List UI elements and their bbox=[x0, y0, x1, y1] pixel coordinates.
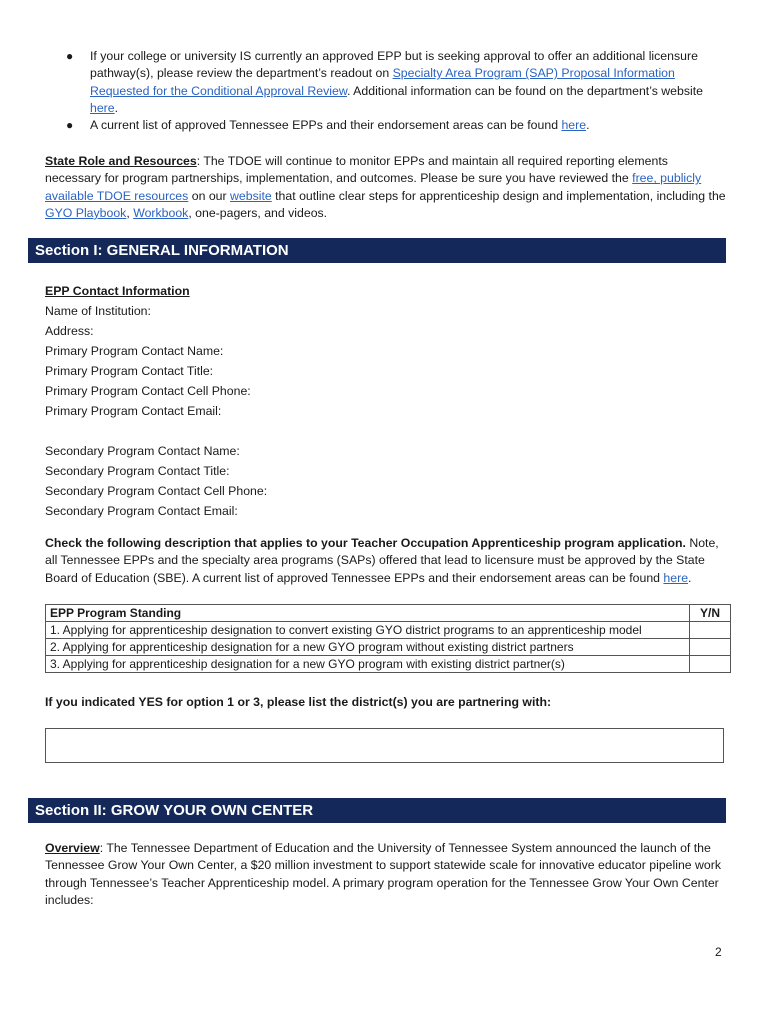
field-institution-name: Name of Institution: bbox=[45, 304, 151, 318]
table-header-row bbox=[46, 605, 731, 622]
table-row bbox=[46, 656, 731, 673]
yn-input-cell[interactable] bbox=[690, 656, 731, 673]
section-1-header: Section I: GENERAL INFORMATION bbox=[28, 238, 726, 263]
yn-input-cell[interactable] bbox=[690, 639, 731, 656]
table-row bbox=[46, 622, 731, 639]
workbook-link[interactable]: Workbook bbox=[133, 205, 189, 220]
field-secondary-contact-email: Secondary Program Contact Email: bbox=[45, 504, 238, 518]
field-secondary-contact-phone: Secondary Program Contact Cell Phone: bbox=[45, 484, 268, 498]
website-here-link[interactable]: here bbox=[90, 100, 115, 115]
field-primary-contact-email: Primary Program Contact Email: bbox=[45, 404, 222, 418]
table-cell-option: 1. Applying for apprenticeship designation to convert existing GYO district programs to an apprenticeship model bbox=[46, 622, 690, 639]
table-row bbox=[46, 639, 731, 656]
gyo-playbook-link[interactable]: GYO Playbook bbox=[45, 205, 127, 220]
program-instruction-paragraph: Check the following description that applies to your Teacher Occupation Apprenticeship program application. Note, all Tennessee EPPs and the specialty area programs (SAPs) offered that lead to licensure must be approved by the State Board of Education (SBE). A current list of approved Tennessee EPPs and their endorsement areas can be found here. bbox=[45, 536, 719, 585]
field-address: Address: bbox=[45, 324, 94, 338]
table-cell-option: 2. Applying for apprenticeship designation for a new GYO program without existing district partners bbox=[46, 639, 690, 656]
partner-prompt: If you indicated YES for option 1 or 3, please list the district(s) you are partnering with: bbox=[45, 695, 552, 709]
overview-heading: Overview bbox=[45, 841, 100, 855]
state-role-heading: State Role and Resources bbox=[45, 154, 197, 168]
field-secondary-contact-name: Secondary Program Contact Name: bbox=[45, 444, 240, 458]
instruction-bold: Check the following description that applies to your Teacher Occupation Apprenticeship program application. bbox=[45, 536, 686, 550]
field-spacer bbox=[45, 421, 267, 441]
section-2-header: Section II: GROW YOUR OWN CENTER bbox=[28, 798, 726, 823]
field-primary-contact-phone: Primary Program Contact Cell Phone: bbox=[45, 384, 251, 398]
bullet-icon: ● bbox=[66, 49, 74, 63]
website-link[interactable]: website bbox=[230, 188, 272, 203]
sbe-list-here-link[interactable]: here bbox=[663, 570, 689, 585]
sap-proposal-link[interactable]: Specialty Area Program (SAP) Proposal Information Requested for the Conditional Approval Review bbox=[90, 66, 675, 98]
bullet-item-sap: ● If your college or university IS currently an approved EPP but is seeking approval to offer an additional licensure pathway(s), please review the department’s readout on Specialty Area Program (SAP) Proposal Information Requested for the Conditional Approval Review. Additional information can be found on the department’s website here. bbox=[66, 49, 703, 115]
contact-fields bbox=[45, 281, 267, 521]
partner-districts-input[interactable] bbox=[45, 728, 724, 763]
field-secondary-contact-title: Secondary Program Contact Title: bbox=[45, 464, 230, 478]
table-header-yn: Y/N bbox=[690, 605, 731, 622]
epp-standing-table bbox=[45, 604, 731, 673]
yn-input-cell[interactable] bbox=[690, 622, 731, 639]
table-header-standing: EPP Program Standing bbox=[46, 605, 690, 622]
bullet-icon: ● bbox=[66, 118, 74, 133]
field-primary-contact-name: Primary Program Contact Name: bbox=[45, 344, 224, 358]
table-cell-option: 3. Applying for apprenticeship designation for a new GYO program with existing district partner(s) bbox=[46, 656, 690, 673]
intro-bullet-list bbox=[66, 48, 726, 134]
epp-list-here-link[interactable]: here bbox=[561, 118, 587, 133]
page-number: 2 bbox=[715, 945, 722, 959]
field-primary-contact-title: Primary Program Contact Title: bbox=[45, 364, 214, 378]
bullet-item-epp-list: ● A current list of approved Tennessee EPPs and their endorsement areas can be found here. bbox=[66, 117, 726, 134]
contact-heading: EPP Contact Information bbox=[45, 284, 190, 298]
state-role-paragraph: State Role and Resources: The TDOE will continue to monitor EPPs and maintain all required reporting elements necessary for program partnerships, implementation, and outcomes. Please be sure you have reviewed the free, publicly available TDOE resources on our website that outline clear steps for apprenticeship design and implementation, including the GYO Playbook, Workbook, one-pagers, and videos. bbox=[45, 154, 726, 220]
overview-paragraph: Overview: The Tennessee Department of Education and the University of Tennessee System announced the launch of the Tennessee Grow Your Own Center, a $20 million investment to support statewide scale for innovative educator pipeline work through Tennessee’s Teacher Apprenticeship model. A primary program operation for the Tennessee Grow Your Own Center includes: bbox=[45, 841, 722, 907]
tdoe-resources-link[interactable]: free, publicly available TDOE resources bbox=[45, 171, 702, 203]
